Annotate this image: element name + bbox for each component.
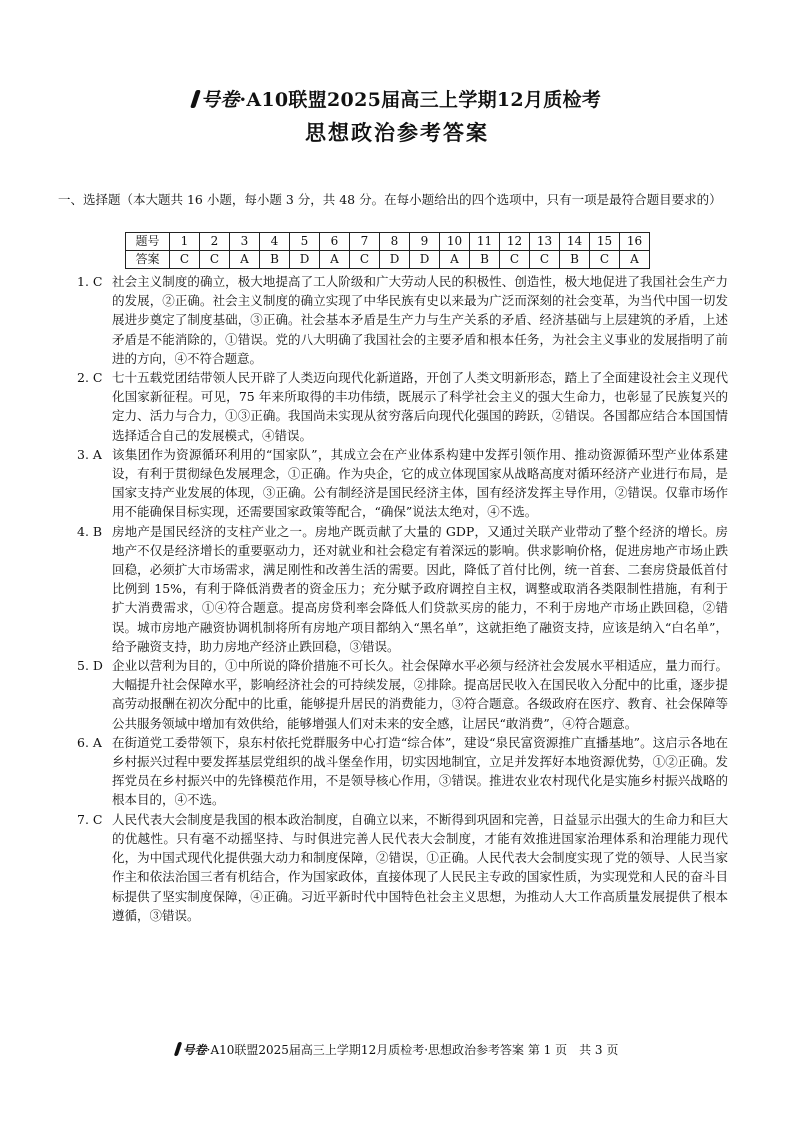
answer-table-number-cell: 9 (410, 233, 440, 251)
question-explanation: 房地产是国民经济的支柱产业之一。房地产既贡献了大量的 GDP，又通过关联产业带动了整个经济的增长。房地产不仅是经济增长的重要驱动力，还对就业和社会稳定有着深远的影响。供求影响价格，促进房地产市场止跌回稳，必须扩大市场需求，满足刚性和改善生活的需要。因此，降低了首付比例，统一首套、二套房贷最低首付比例到 15%，有利于降低消费者的资金压力；充分赋予政府调控自主权，调整或取消各类限制性措施，有利于扩大消费需求，①④符合题意。提高房贷利率会降低人们贷款买房的能力，不利于房地产市场止跌回稳，②错误。城市房地产融资协调机制将所有房地产项目都纳入“黑名单”，这就拒绝了融资支持，应该是纳入“白名单”，给予融资支持，助力房地产经济止跌回稳，③错误。 (112, 523, 728, 654)
answer-table-number-cell: 8 (380, 233, 410, 251)
question-item (78, 810, 728, 925)
page-title (0, 86, 794, 114)
answer-table-answer-cell: C (530, 251, 560, 269)
question-item (78, 522, 728, 656)
answer-table-number-cell: 16 (620, 233, 650, 251)
answer-table-answer-cell: A (230, 251, 260, 269)
answer-table-number-cell: 1 (170, 233, 200, 251)
section-label: 一、选择题（本大题共 16 小题，每小题 3 分，共 48 分。在每小题给出的四个选项中，只有一项是最符合题目要求的） (58, 192, 722, 207)
question-item (78, 733, 728, 810)
footer-logo-text: 号卷 (182, 1043, 207, 1057)
answer-table-answer-cell: C (500, 251, 530, 269)
title-block (0, 86, 794, 150)
brand-logo (193, 86, 240, 114)
answer-table-number-cell: 11 (470, 233, 500, 251)
question-explanation: 在街道党工委带领下，泉东村依托党群服务中心打造“综合体”，建设“泉民富资源推广直播基地”。这启示各地在乡村振兴过程中要发挥基层党组织的战斗堡垒作用，切实因地制宜，立足并发挥好本地资源优势，①②正确。发挥党员在乡村振兴中的先锋模范作用，不是领导核心作用，③错误。推进农业农村现代化是实施乡村振兴战略的根本目的，④不选。 (112, 734, 728, 808)
question-item (78, 445, 728, 522)
question-item (78, 272, 728, 368)
answer-table-number-cell: 7 (350, 233, 380, 251)
answer-table-number-cell: 13 (530, 233, 560, 251)
answer-table-answer-cell: B (470, 251, 500, 269)
answer-table-number-row (126, 233, 650, 251)
answer-table-answer-cell: C (170, 251, 200, 269)
answer-table-number-cell: 14 (560, 233, 590, 251)
answer-table-answer-cell: A (620, 251, 650, 269)
question-explanation: 七十五载党团结带领人民开辟了人类迈向现代化新道路，开创了人类文明新形态，踏上了全面建设社会主义现代化国家新征程。可见，75 年来所取得的丰功伟绩，既展示了科学社会主义的强大生命力，也彰显了民族复兴的定力、活力与合力，①③正确。我国尚未实现从贫穷落后向现代化强国的跨跃，②错误。各国都应结合本国国情选择适合自己的发展模式，④错误。 (112, 370, 728, 443)
question-number: 4. B (77, 523, 103, 539)
answer-table-answer-cell: D (290, 251, 320, 269)
page-title-text: ·A10联盟2025届高三上学期12月质检考 (239, 89, 602, 111)
answer-table-answer-cell: C (590, 251, 620, 269)
answer-table-number-cell: 4 (260, 233, 290, 251)
brand-logo-text: 号卷 (200, 89, 240, 111)
section-heading (58, 190, 730, 209)
answer-table-answer-cell: D (380, 251, 410, 269)
answer-table-answer-cell: C (200, 251, 230, 269)
question-number: 5. D (77, 658, 103, 674)
answer-table-answer-cell: B (260, 251, 290, 269)
answer-table-answer-row (126, 251, 650, 269)
answer-table-number-cell: 10 (440, 233, 470, 251)
answer-table-number-cell: 2 (200, 233, 230, 251)
answer-table-answer-header: 答案 (126, 251, 170, 269)
answer-table-number-cell: 3 (230, 233, 260, 251)
question-explanation: 社会主义制度的确立，极大地提高了工人阶级和广大劳动人民的积极性、创造性，极大地促进了我国社会生产力的发展，②正确。社会主义制度的确立实现了中华民族有史以来最为广泛而深刻的社会变革，为当代中国一切发展进步奠定了制度基础，③正确。社会基本矛盾是生产力与生产关系的矛盾、经济基础与上层建筑的矛盾，上述矛盾是不能消除的，①错误。党的八大明确了我国社会的主要矛盾和根本任务，为社会主义事业的发展指明了前进的方向，④不符合题意。 (112, 274, 728, 366)
page-subtitle: 思想政治参考答案 (305, 120, 489, 145)
answer-table-number-cell: 5 (290, 233, 320, 251)
question-item (78, 656, 728, 733)
answer-table-answer-cell: A (320, 251, 350, 269)
answer-table-answer-cell: C (350, 251, 380, 269)
question-number: 3. A (77, 446, 102, 462)
answer-table-number-cell: 12 (500, 233, 530, 251)
answer-table-number-cell: 6 (320, 233, 350, 251)
footer-text: ·A10联盟2025届高三上学期12月质检考·思想政治参考答案 第 1 页 共 3 页 (206, 1043, 619, 1057)
question-number: 6. A (77, 734, 102, 750)
answer-table-number-header: 题号 (126, 233, 170, 251)
answer-table-answer-cell: A (440, 251, 470, 269)
question-number: 2. C (77, 370, 103, 386)
page-footer (0, 1041, 794, 1059)
question-list (78, 272, 728, 925)
footer-logo (176, 1041, 207, 1059)
answer-table (125, 232, 650, 269)
question-number: 7. C (77, 811, 103, 827)
question-number: 1. C (77, 274, 103, 289)
brand-logo-mark-icon (190, 90, 201, 108)
question-explanation: 人民代表大会制度是我国的根本政治制度，自确立以来，不断得到巩固和完善，日益显示出强大的生命力和巨大的优越性。只有毫不动摇坚持、与时俱进完善人民代表大会制度，才能有效推进国家治理体系和治理能力现代化，为中国式现代化提供强大动力和制度保障，②错误，①正确。人民代表大会制度实现了党的领导、人民当家作主和依法治国三者有机结合，作为国家政体，直接体现了人民民主专政的国家性质，为实现党和人民的奋斗目标提供了坚实制度保障，④正确。习近平新时代中国特色社会主义思想，为推动人大工作高质量发展提供了根本遵循，③错误。 (112, 811, 728, 923)
question-explanation: 企业以营利为目的，①中所说的降价措施不可长久。社会保障水平必须与经济社会发展水平相适应，量力而行。大幅提升社会保障水平，影响经济社会的可持续发展，②排除。提高居民收入在国民收入分配中的比重，逐步提高劳动报酬在初次分配中的比重，能够提升居民的消费能力，③符合题意。各级政府在医疗、教育、社会保障等公共服务领域中增加有效供给，能够增强人们对未来的安全感，让居民“敢消费”，④符合题意。 (112, 658, 728, 731)
answer-table-number-cell: 15 (590, 233, 620, 251)
question-explanation: 该集团作为资源循环利用的“国家队”，其成立会在产业体系构建中发挥引领作用、推动资源循环型产业体系建设，有利于贯彻绿色发展理念，①正确。作为央企，它的成立体现国家从战略高度对循环经济产业进行布局，是国家支持产业发展的体现，③正确。公有制经济是国民经济主体，国有经济发挥主导作用，②错误。仅靠市场作用不能确保目标实现，还需要国家政策等配合，“确保”说法太绝对，④不选。 (112, 446, 728, 520)
answer-table-answer-cell: D (410, 251, 440, 269)
answer-table-answer-cell: B (560, 251, 590, 269)
question-item (78, 368, 728, 445)
footer-logo-mark-icon (173, 1042, 182, 1056)
